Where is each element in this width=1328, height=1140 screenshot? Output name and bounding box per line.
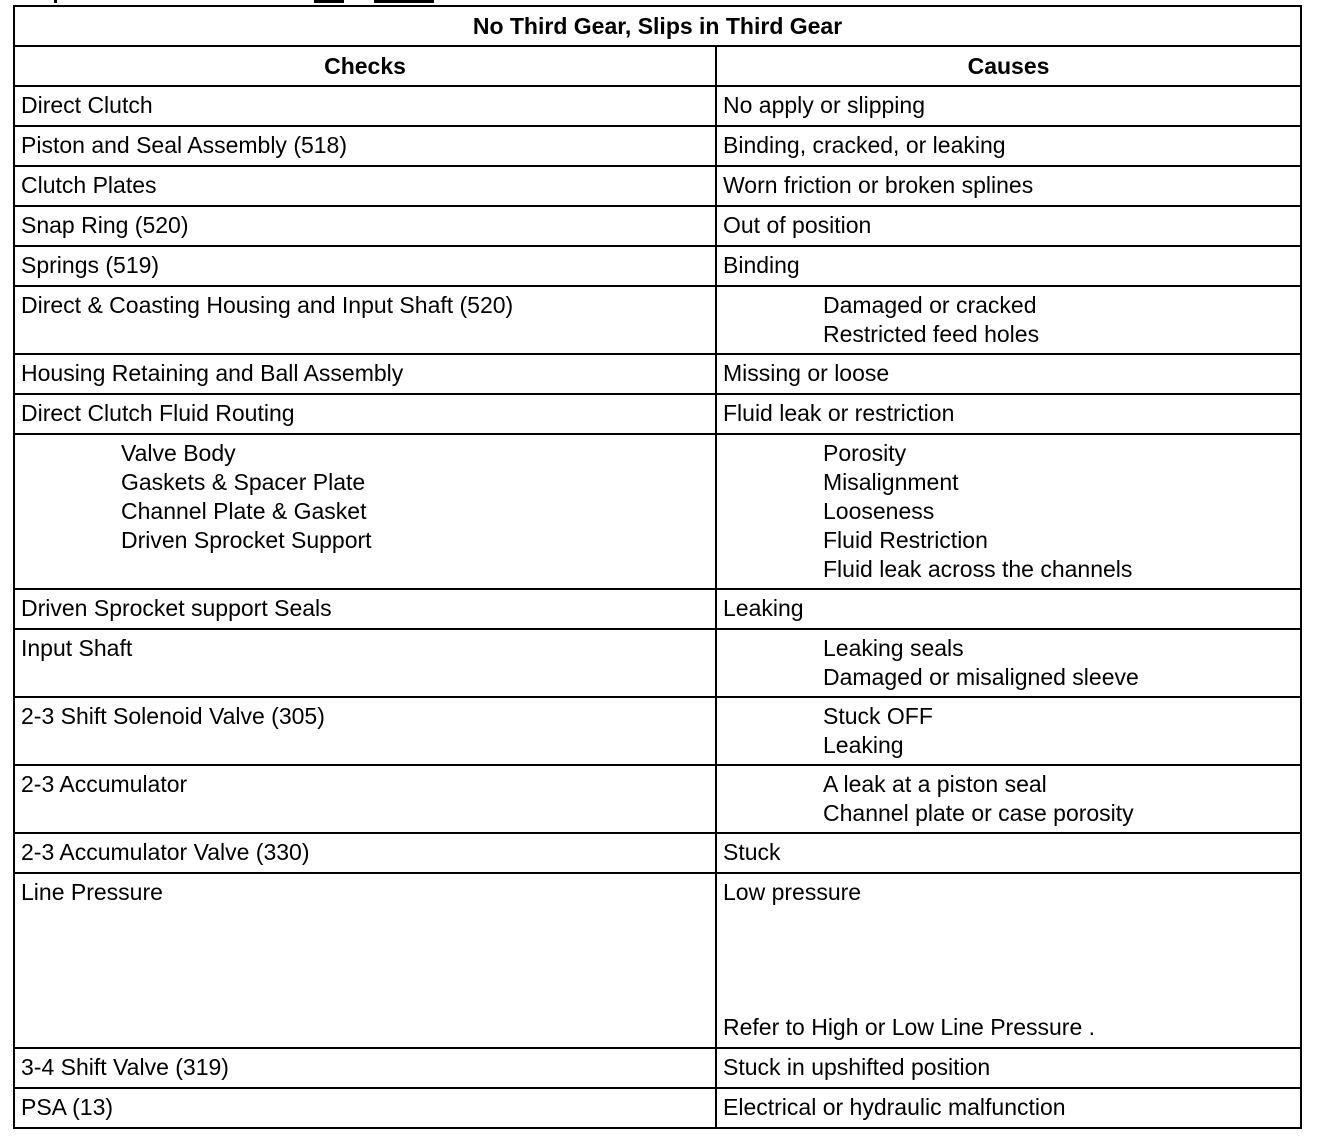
check-cell: Line Pressure [14, 873, 716, 1048]
check-cell: 2-3 Shift Solenoid Valve (305) [14, 697, 716, 765]
cause-line: Stuck OFF [823, 703, 933, 729]
cause-cell: Binding, cracked, or leaking [716, 126, 1301, 166]
reference-note: Refer to High or Low Line Pressure . [723, 1014, 1096, 1040]
table-row [14, 354, 1301, 394]
table-row [14, 697, 1301, 765]
header-checks: Checks [14, 46, 716, 86]
cause-line: Looseness [823, 498, 935, 524]
header-causes: Causes [716, 46, 1301, 86]
check-cell: Housing Retaining and Ball Assembly [14, 354, 716, 394]
cause-line: Damaged or misaligned sleeve [823, 664, 1139, 690]
check-cell: 2-3 Accumulator Valve (330) [14, 833, 716, 873]
cause-cell [716, 697, 1301, 765]
cause-cell: Missing or loose [716, 354, 1301, 394]
cause-cell [716, 434, 1301, 589]
table-row [14, 873, 1301, 1048]
cause-cell: No apply or slipping [716, 86, 1301, 126]
table-row [14, 765, 1301, 833]
table-row [14, 833, 1301, 873]
table-row [14, 246, 1301, 286]
diagnostic-table [13, 5, 1302, 1129]
check-cell: Direct Clutch Fluid Routing [14, 394, 716, 434]
check-cell: Clutch Plates [14, 166, 716, 206]
cause-cell: Stuck in upshifted position [716, 1048, 1301, 1088]
cause-cell [716, 765, 1301, 833]
check-cell [14, 434, 716, 589]
check-cell: PSA (13) [14, 1088, 716, 1128]
cause-cell: Binding [716, 246, 1301, 286]
cause-line: Leaking seals [823, 635, 964, 661]
table-row [14, 286, 1301, 354]
table-row [14, 629, 1301, 697]
table-row [14, 166, 1301, 206]
check-line: Channel Plate & Gasket [121, 498, 367, 524]
check-cell: Snap Ring (520) [14, 206, 716, 246]
check-line: Gaskets & Spacer Plate [121, 469, 366, 495]
cause-line: Fluid leak across the channels [823, 556, 1133, 582]
cause-line: A leak at a piston seal [823, 771, 1047, 797]
cause-line: Misalignment [823, 469, 959, 495]
check-cell: Input Shaft [14, 629, 716, 697]
cause-line: Leaking [823, 732, 904, 758]
check-cell: Direct Clutch [14, 86, 716, 126]
table-row [14, 394, 1301, 434]
check-line: Valve Body [121, 440, 236, 466]
cause-line: Porosity [823, 440, 907, 466]
check-cell: Springs (519) [14, 246, 716, 286]
check-line: Driven Sprocket Support [121, 527, 372, 553]
cause-cell: Out of position [716, 206, 1301, 246]
cause-cell: Electrical or hydraulic malfunction [716, 1088, 1301, 1128]
cause-line: Channel plate or case porosity [823, 800, 1134, 826]
table-row [14, 1048, 1301, 1088]
check-cell: 3-4 Shift Valve (319) [14, 1048, 716, 1088]
table-row [14, 434, 1301, 589]
table-row [14, 126, 1301, 166]
table-row [14, 206, 1301, 246]
table-title: No Third Gear, Slips in Third Gear [14, 6, 1301, 46]
table-row [14, 589, 1301, 629]
check-cell: Direct & Coasting Housing and Input Shaft (520) [14, 286, 716, 354]
cause-line: Fluid Restriction [823, 527, 988, 553]
check-cell: Driven Sprocket support Seals [14, 589, 716, 629]
cropped-heading-fragment [14, 0, 1298, 4]
cause-cell [716, 286, 1301, 354]
cause-line: Damaged or cracked [823, 292, 1037, 318]
cause-cell: Worn friction or broken splines [716, 166, 1301, 206]
check-cell: 2-3 Accumulator [14, 765, 716, 833]
cause-cell [716, 873, 1301, 1048]
cause-cell: Stuck [716, 833, 1301, 873]
cause-line: Low pressure [723, 879, 862, 905]
table-row [14, 86, 1301, 126]
cause-cell [716, 629, 1301, 697]
check-cell: Piston and Seal Assembly (518) [14, 126, 716, 166]
cause-line: Restricted feed holes [823, 321, 1040, 347]
table-row [14, 1088, 1301, 1128]
cause-cell: Fluid leak or restriction [716, 394, 1301, 434]
cause-cell: Leaking [716, 589, 1301, 629]
